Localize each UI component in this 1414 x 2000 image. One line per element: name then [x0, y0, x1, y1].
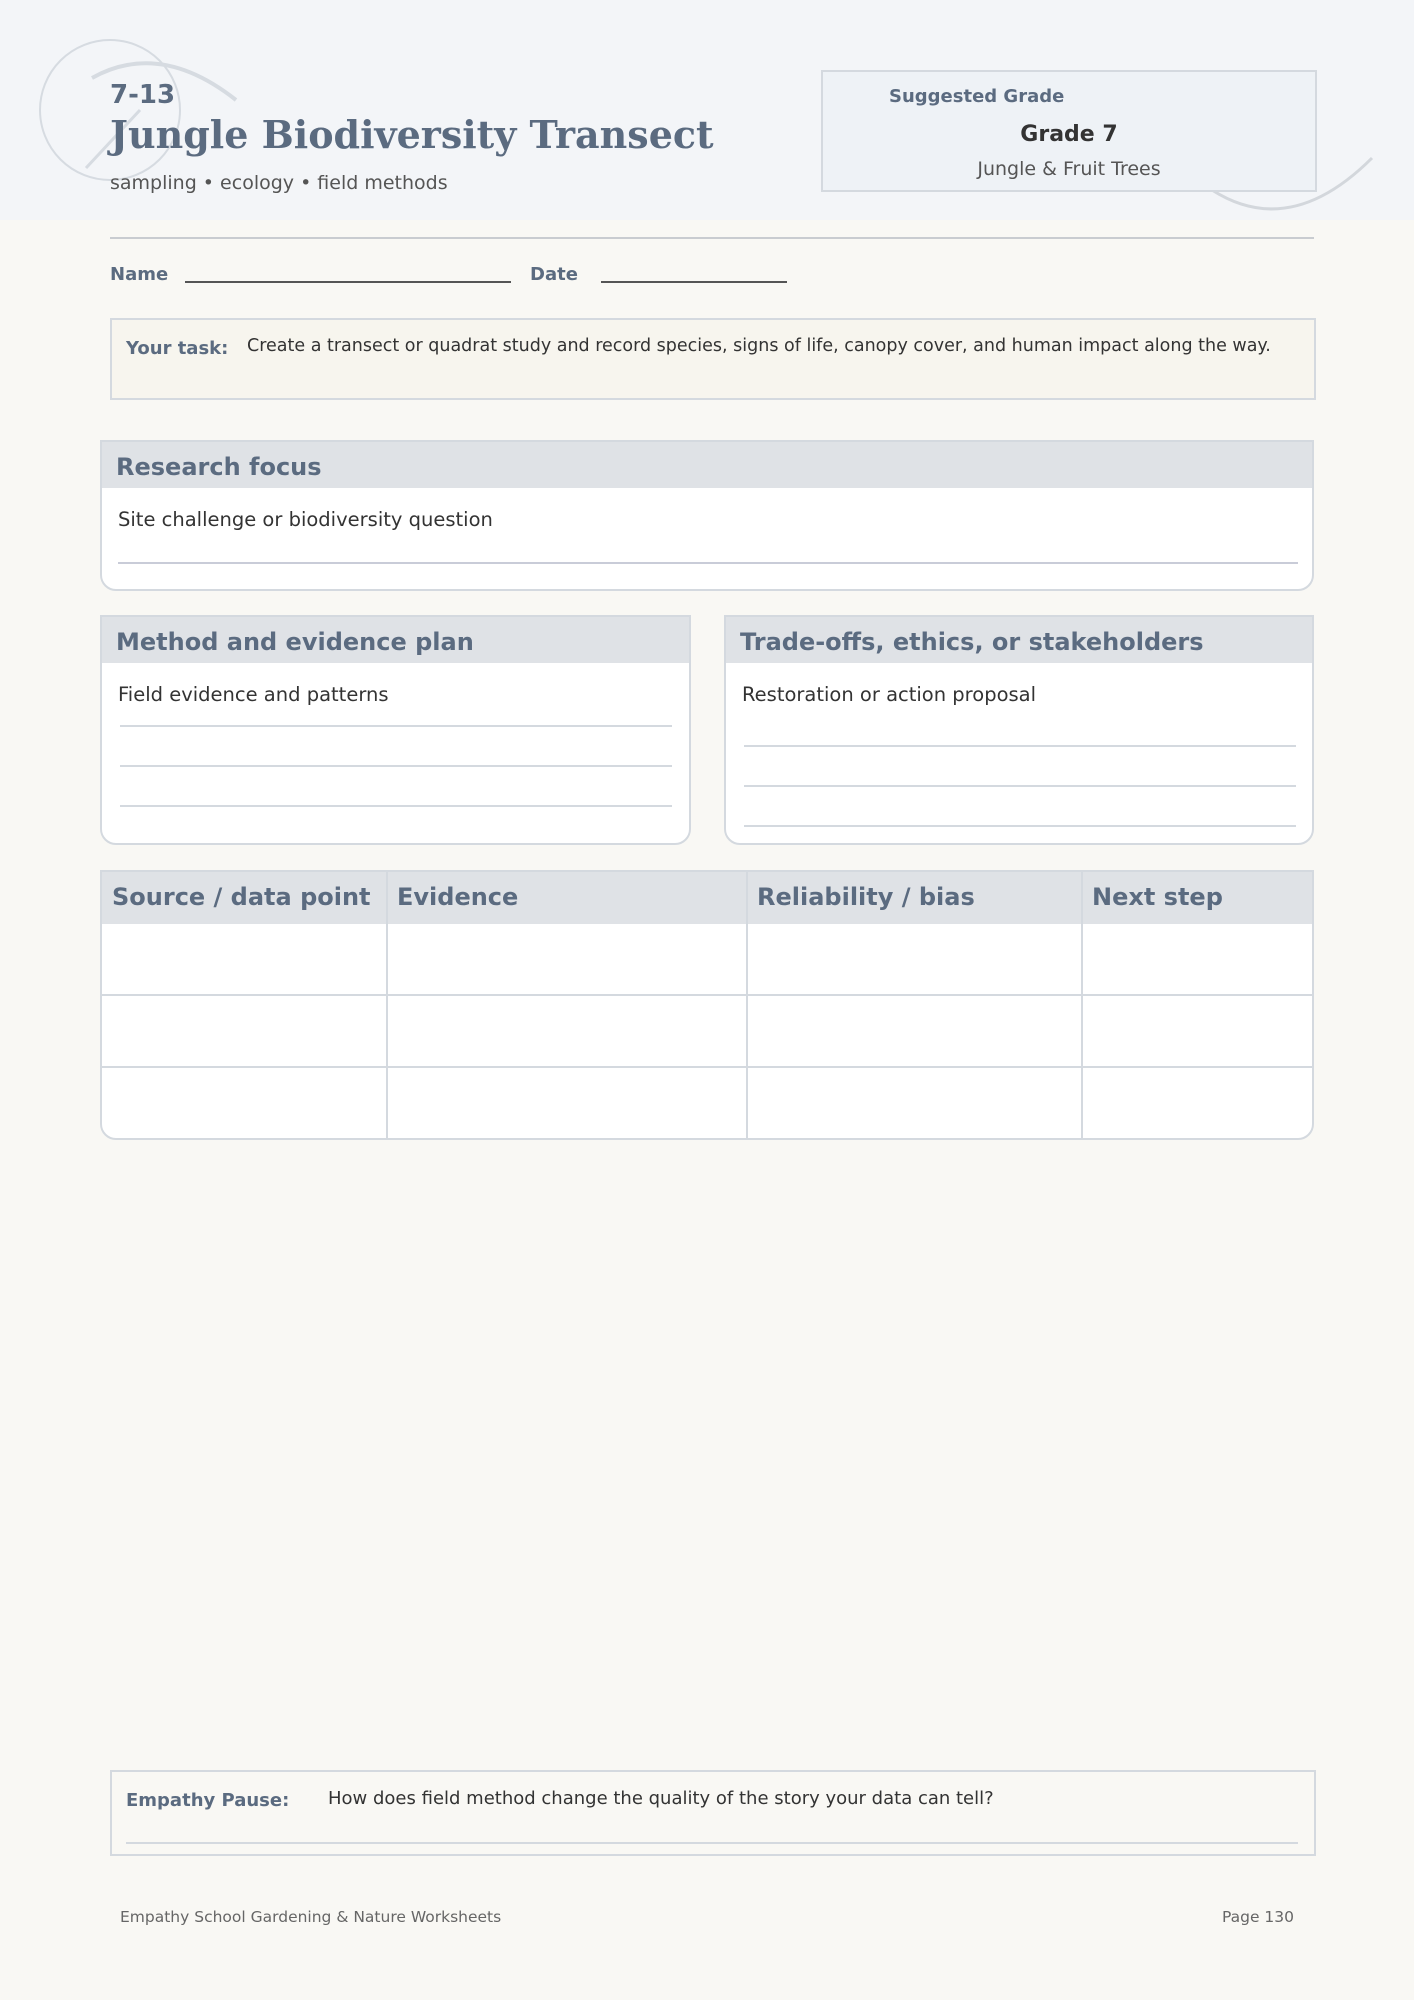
- table-row-divider: [102, 1066, 1314, 1068]
- method-write-line[interactable]: [120, 765, 672, 767]
- grade-label: Suggested Grade: [889, 86, 1065, 107]
- date-label: Date: [530, 264, 578, 285]
- name-field[interactable]: [185, 281, 511, 283]
- research-focus-title: Research focus: [102, 442, 1312, 488]
- method-panel: [100, 615, 691, 845]
- table-column-divider: [746, 872, 748, 1140]
- tradeoffs-write-line[interactable]: [744, 785, 1296, 787]
- footer-series: Empathy School Gardening & Nature Worksheets: [120, 1908, 502, 1926]
- suggested-grade-box: [821, 70, 1317, 192]
- method-title: Method and evidence plan: [102, 617, 689, 663]
- header-divider: [110, 237, 1314, 239]
- task-text: Create a transect or quadrat study and record species, signs of life, canopy cover, and human impact along the way.: [247, 336, 1271, 356]
- grade-value: Grade 7: [1020, 122, 1118, 147]
- tradeoffs-write-line[interactable]: [744, 745, 1296, 747]
- table-header-next-step: Next step: [1082, 872, 1314, 924]
- page-title: Jungle Biodiversity Transect: [110, 112, 714, 157]
- table-column-divider: [386, 872, 388, 1140]
- table-column-divider: [1081, 872, 1083, 1140]
- tradeoffs-write-line[interactable]: [744, 825, 1296, 827]
- tradeoffs-prompt: Restoration or action proposal: [742, 683, 1037, 706]
- table-row-divider: [102, 994, 1314, 996]
- method-prompt: Field evidence and patterns: [118, 683, 389, 706]
- evidence-table: [100, 870, 1314, 1140]
- grade-theme: Jungle & Fruit Trees: [977, 158, 1161, 180]
- tradeoffs-panel: [724, 615, 1314, 845]
- table-header-reliability: Reliability / bias: [747, 872, 1082, 924]
- research-focus-panel: [100, 440, 1314, 591]
- page-subtitle: sampling • ecology • field methods: [110, 172, 448, 194]
- tradeoffs-title: Trade-offs, ethics, or stakeholders: [726, 617, 1312, 663]
- name-label: Name: [110, 264, 169, 285]
- date-field[interactable]: [601, 281, 787, 283]
- research-write-line[interactable]: [118, 562, 1298, 564]
- research-focus-prompt: Site challenge or biodiversity question: [118, 508, 493, 531]
- method-write-line[interactable]: [120, 725, 672, 727]
- task-label: Your task:: [126, 338, 229, 359]
- method-write-line[interactable]: [120, 805, 672, 807]
- task-box: [110, 318, 1316, 400]
- empathy-pause-label: Empathy Pause:: [126, 1790, 290, 1811]
- table-header-evidence: Evidence: [387, 872, 747, 924]
- empathy-pause-box: [110, 1770, 1316, 1856]
- footer-page-number: Page 130: [1221, 1908, 1294, 1926]
- empathy-pause-write-line[interactable]: [126, 1842, 1298, 1844]
- level-range: 7-13: [110, 80, 176, 110]
- table-header-source: Source / data point: [102, 872, 387, 924]
- empathy-pause-text: How does field method change the quality of the story your data can tell?: [328, 1788, 994, 1809]
